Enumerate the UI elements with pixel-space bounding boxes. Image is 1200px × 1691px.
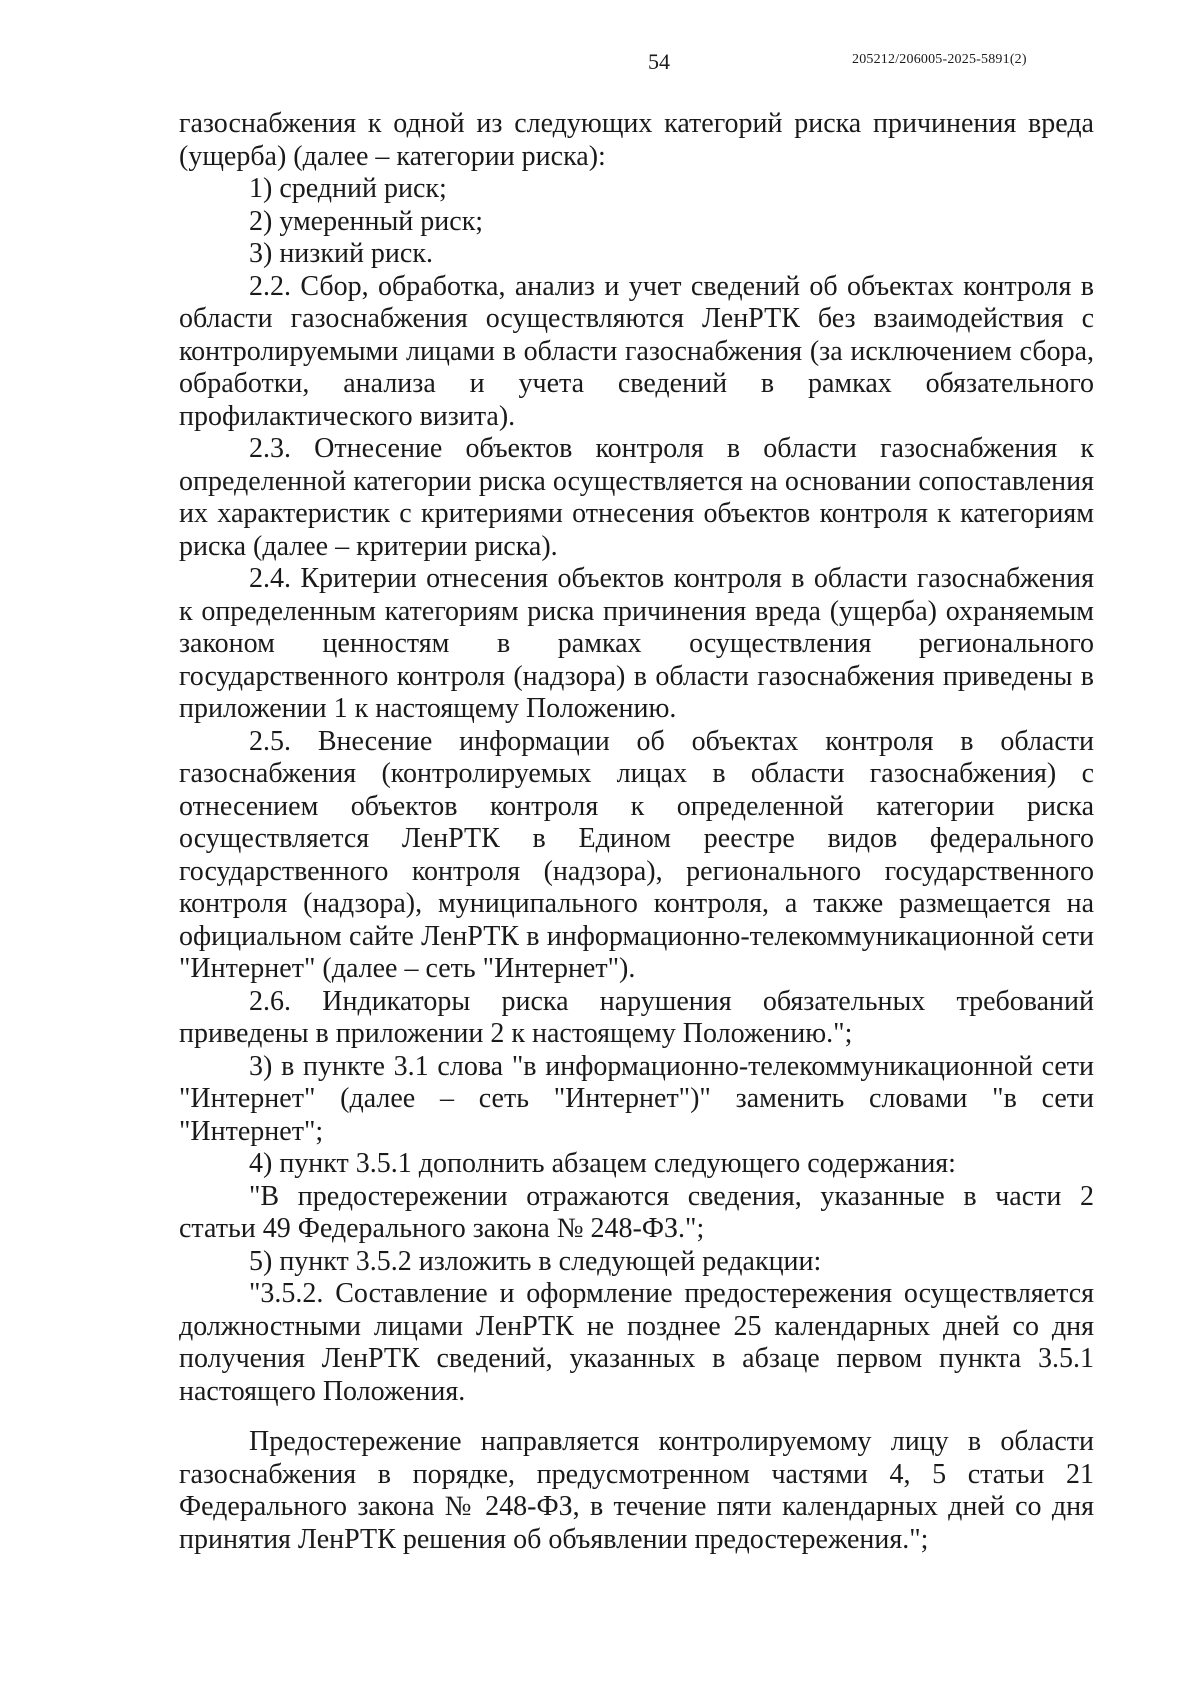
- paragraph: 4) пункт 3.5.1 дополнить абзацем следующего содержания:: [249, 1148, 956, 1179]
- paragraph: "В предостережении отражаются сведения, указанные в части 2 статьи 49 Федерального закона № 248-ФЗ.";: [179, 1180, 1094, 1244]
- list-item: 1) средний риск;: [249, 173, 447, 204]
- paragraph: газоснабжения к одной из следующих категорий риска причинения вреда (ущерба) (далее – категории риска):: [179, 108, 1094, 172]
- paragraph: 2.2. Сбор, обработка, анализ и учет сведений об объектах контроля в области газоснабжения осуществляются ЛенРТК без взаимодействия с контролируемыми лицами в области газоснабжения (за исключением сбора, обработки, анализа и учета сведений в рамках обязательного профилактического визита).: [179, 270, 1094, 432]
- paragraph: Предостережение направляется контролируемому лицу в области газоснабжения в порядке, предусмотренном частями 4, 5 статьи 21 Федерального закона № 248-ФЗ, в течение пяти календарных дней со дня принятия ЛенРТК решения об объявлении предостережения.";: [179, 1426, 1094, 1555]
- page-number: 54: [648, 49, 670, 74]
- paragraph: 2.5. Внесение информации об объектах контроля в области газоснабжения (контролируемых лицах в области газоснабжения) с отнесением объектов контроля к определенной категории риска осуществляется ЛенРТК в Едином реестре видов федерального государственного контроля (надзора), регионального государственного контроля (надзора), муниципального контроля, а также размещается на официальном сайте ЛенРТК в информационно-телекоммуникационной сети "Интернет" (далее – сеть "Интернет").: [179, 725, 1094, 984]
- paragraph: 2.3. Отнесение объектов контроля в области газоснабжения к определенной категории риска осуществляется на основании сопоставления их характеристик с критериями отнесения объектов контроля к категориям риска (далее – критерии риска).: [179, 433, 1094, 562]
- list-item: 2) умеренный риск;: [249, 205, 484, 237]
- paragraph: 5) пункт 3.5.2 изложить в следующей редакции:: [249, 1245, 822, 1277]
- document-id: 205212/206005-2025-5891(2): [852, 52, 1027, 67]
- list-item: 3) низкий риск.: [249, 238, 433, 269]
- paragraph: 2.4. Критерии отнесения объектов контроля в области газоснабжения к определенным категориям риска причинения вреда (ущерба) охраняемым законом ценностям в рамках осуществления регионального государственного контроля (надзора) в области газоснабжения приведены в приложении 1 к настоящему Положению.: [179, 563, 1094, 724]
- paragraph: 3) в пункте 3.1 слова "в информационно-телекоммуникационной сети "Интернет" (далее – сеть "Интернет")" заменить словами "в сети "Интернет";: [179, 1050, 1094, 1147]
- paragraph: "3.5.2. Составление и оформление предостережения осуществляется должностными лицами ЛенРТК не позднее 25 календарных дней со дня получения ЛенРТК сведений, указанных в абзаце первом пункта 3.5.1 настоящего Положения.: [179, 1278, 1094, 1407]
- document-body: [179, 108, 1094, 1556]
- paragraph: 2.6. Индикаторы риска нарушения обязательных требований приведены в приложении 2 к настоящему Положению.";: [179, 985, 1094, 1049]
